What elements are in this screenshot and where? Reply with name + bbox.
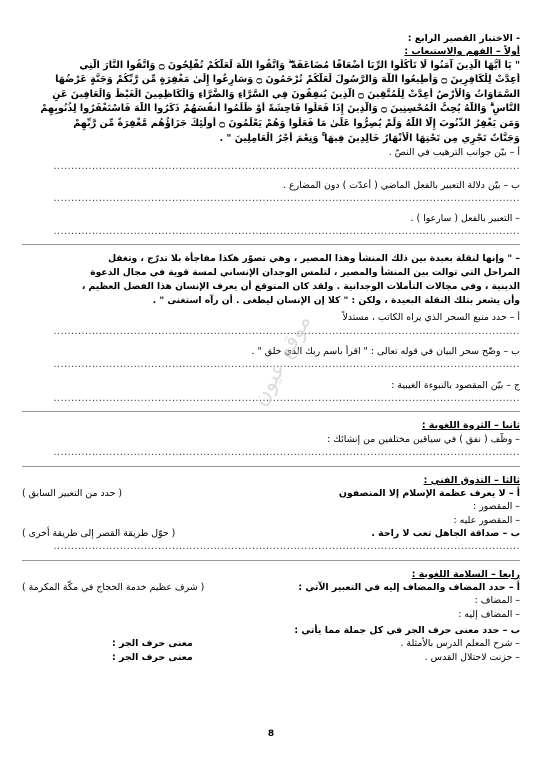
answer-line[interactable]: ...................................................................................................................................... — [53, 325, 520, 337]
passage-line: – " وإنها لنقلة بعيدة بين ذلك المنشأ وهذا المصير ، وهي تصوّر هكذا مفاجأة بلا تدرّج ، وتغفل — [108, 253, 520, 265]
answer-line[interactable]: ...................................................................................................................................... — [53, 393, 520, 405]
answer-line[interactable]: ...................................................................................................................................... — [53, 225, 520, 237]
section4-a-hint: ( شرف عظيم خدمة الحجاج في مكّة المكرمة ) — [22, 581, 205, 593]
section4-b-sentence2: – حزنت لاحتلال القدس . — [424, 651, 520, 663]
section3-b-label: ب – صداقة الجاهل تعب لا راحة . — [371, 527, 520, 539]
section4-a-item2: – المضاف إليه : — [458, 608, 520, 620]
divider — [22, 560, 520, 561]
quran-verse — [22, 59, 520, 146]
section3-a-item1: – المقصور : — [473, 501, 520, 513]
question-1c: – التعبير بالفعل ( سارعوا ) . — [410, 212, 520, 224]
verse-line: السَّمَاوَاتُ وَالْأَرْضُ أُعِدَّتْ لِلْمُتَّقِينَ ۝ الَّذِينَ يُنفِقُونَ فِي السَّرَّاءِ وَالضَّرَّاءِ وَالْكَاظِمِينَ الْغَيْظَ وَالْعَافِينَ عَنِ — [52, 88, 520, 100]
question-2c: ج – بيّن المقصود بالنبوءة الغيبية : — [391, 379, 520, 391]
question-1b: ب – بيّن دلالة التعبير بالفعل الماضي ( أعدّت ) دون المضارع . — [283, 179, 520, 191]
section3-b-row — [22, 527, 520, 540]
section4-a-label: أ – حدد المضاف والمضاف إليه في التعبير الآتي : — [298, 581, 520, 593]
passage-line: الدينية ، وفي مجالات التأملات الوجدانية . ولقد كان المتوقع أن يعرف الإنسان هذا الفضل العظيم ، — [81, 280, 520, 292]
divider — [22, 244, 520, 245]
answer-line[interactable]: ...................................................................................................................................... — [53, 359, 520, 371]
section4-b-meaning2: معنى حرف الجر : — [112, 651, 193, 663]
section3-title: ثالثا – التذوق الفني : — [423, 474, 520, 486]
section3-a-hint: ( حدد من التعبير السابق ) — [22, 487, 123, 499]
section4-b-row1 — [22, 637, 520, 650]
page-number: 8 — [267, 729, 275, 740]
question-2b: ب – وضّح سحر البيان في قوله تعالى : " اقرأ باسم ربك الذي خلق " . — [251, 346, 520, 358]
section4-title: رابعا – السلامة اللغوية : — [411, 568, 520, 580]
watermark: موقع عيون — [247, 310, 317, 411]
verse-line: النَّاسِ ۗ وَاللَّهُ يُحِبُّ الْمُحْسِنِينَ ۝ وَالَّذِينَ إِذَا فَعَلُوا فَاحِشَةً أَوْ ظَلَمُوا أَنفُسَهُمْ ذَكَرُوا اللَّهَ فَاسْتَغْفَرُوا لِذُنُوبِهِمْ — [40, 103, 520, 115]
question-1a: أ – بيّن جوانب الترهيب في النصّ . — [388, 147, 520, 159]
section4-a-item1: – المضاف : — [474, 595, 520, 607]
section3-a-label: أ – لا يعرف عظمة الإسلام إلا المنصفون — [338, 487, 520, 499]
verse-line: أُعِدَّتْ لِلْكَافِرِينَ ۝ وَأَطِيعُوا اللَّهَ وَالرَّسُولَ لَعَلَّكُمْ تُرْحَمُونَ ۝ وَسَارِعُوا إِلَىٰ مَغْفِرَةٍ مِّن رَّبِّكُمْ وَجَنَّةٍ عَرْضُهَا — [55, 74, 520, 86]
section4-b-sentence1: – شرح المعلم الدرس بالأمثلة . — [400, 638, 520, 650]
section1-title: أولاً – الفهم والاستيعاب : — [404, 46, 520, 58]
section4-b-meaning1: معنى حرف الجر : — [112, 638, 193, 650]
reading-passage — [22, 252, 520, 307]
divider — [22, 466, 520, 467]
section4-b-row2 — [22, 651, 520, 664]
section4-b-label: ب – حدد معنى حرف الجر في كل جملة مما يأتي : — [294, 624, 520, 636]
section3-a-row — [22, 487, 520, 500]
question-2a: أ – حدد منبع السحر الذي يراه الكاتب ، مستدلاً — [342, 312, 520, 324]
verse-line: " يَا أَيُّهَا الَّذِينَ آمَنُوا لَا تَأْكُلُوا الرِّبَا أَضْعَافًا مُضَاعَفَةً ۖ وَاتَّقُوا اللَّهَ لَعَلَّكُمْ تُفْلِحُونَ ۝ وَاتَّقُوا النَّارَ الَّتِي — [79, 59, 520, 71]
passage-line: وأن يشعر بتلك النقلة البعيدة ، ولكن : " كلا إن الإنسان ليطغى . أن رآه استغنى " . — [152, 294, 520, 306]
section2-item: – وظّف ( نفق ) في سياقين مختلفين من إنشائك : — [327, 433, 520, 445]
section2-title: ثانيا – الثروة اللغوية : — [421, 420, 520, 432]
answer-line[interactable]: ...................................................................................................................................... — [53, 541, 520, 553]
passage-line: المراحل التي توالت بين المنشأ والمصير ، لتلمس الوجدان الإنساني لمسة قوية في مجال الدعوة — [90, 267, 520, 279]
page-title: - الاختبار القصير الرابع : — [407, 33, 520, 44]
answer-line[interactable]: ...................................................................................................................................... — [53, 160, 520, 172]
answer-line[interactable]: ...................................................................................................................................... — [53, 447, 520, 459]
section3-a-item2: – المقصور عليه : — [453, 514, 520, 526]
divider — [22, 411, 520, 412]
section3-b-hint: ( حوّل طريقة القصر إلى طريقة أخرى ) — [22, 527, 176, 539]
verse-line: وَمَن يَغْفِرُ الذُّنُوبَ إِلَّا اللَّهُ وَلَمْ يُصِرُّوا عَلَىٰ مَا فَعَلُوا وَهُمْ يَعْلَمُونَ ۝ أُولَٰئِكَ جَزَاؤُهُم مَّغْفِرَةٌ مِّن رَّبِّهِمْ — [73, 118, 520, 129]
answer-line[interactable]: ...................................................................................................................................... — [53, 193, 520, 205]
section4-a-row — [22, 581, 520, 594]
verse-line: وَجَنَّاتٌ تَجْرِي مِن تَحْتِهَا الْأَنْهَارُ خَالِدِينَ فِيهَا ۚ وَنِعْمَ أَجْرُ الْعَامِلِينَ " . — [219, 132, 520, 144]
